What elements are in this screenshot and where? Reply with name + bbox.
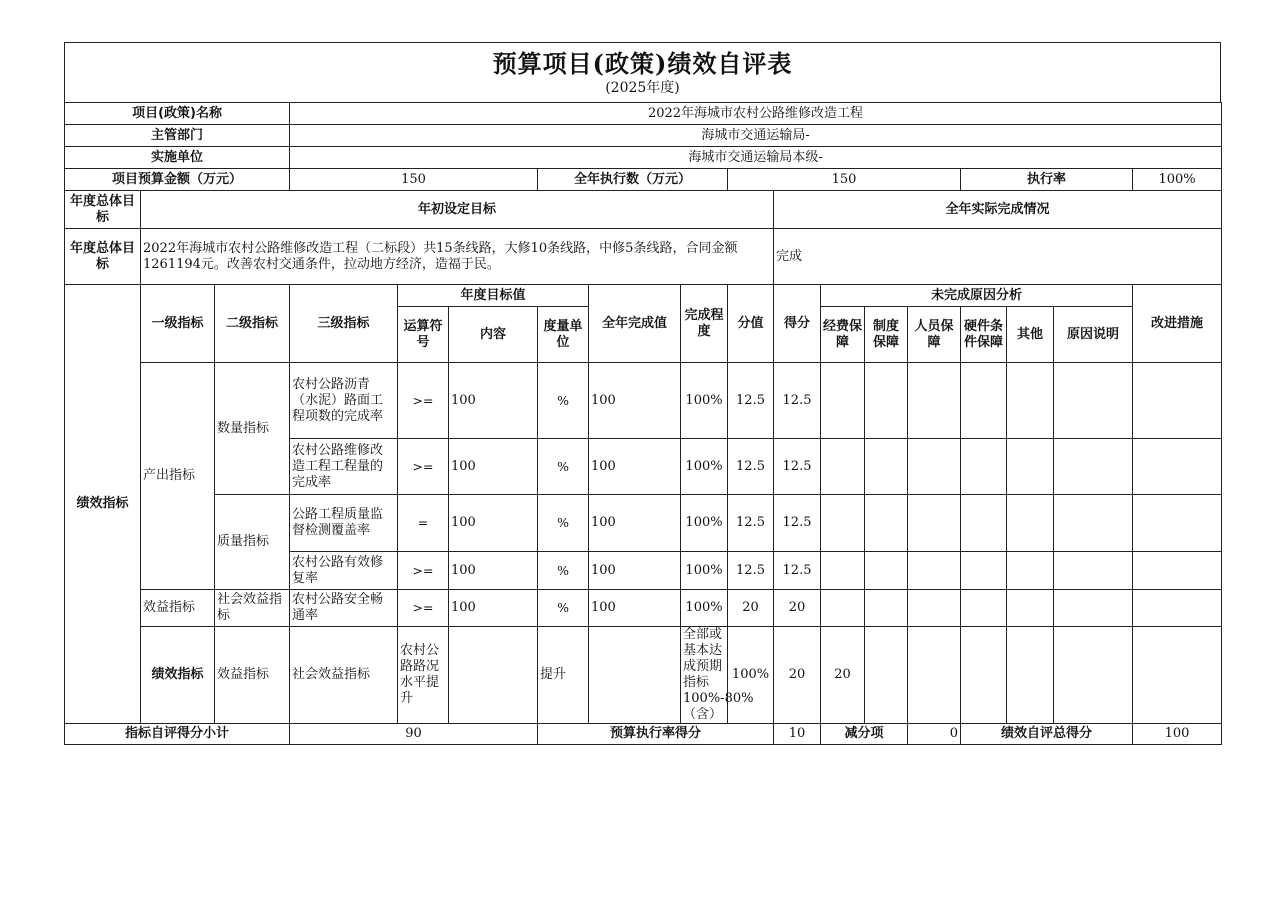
unit-cell: % [538,495,589,552]
done-cell: 100 [589,439,681,495]
actual-goal-label: 全年实际完成情况 [774,191,1222,229]
done-cell: 100 [589,590,681,627]
done-cell: 100 [589,552,681,590]
empty-cell [1054,439,1133,495]
lvl3-cell: 农村公路沥青（水泥）路面工程项数的完成率 [290,363,398,439]
empty-cell [961,495,1007,552]
op-header: 运算符号 [398,307,449,363]
unit-cell: % [538,590,589,627]
pct-cell: 100% [681,363,728,439]
empty-cell [1054,363,1133,439]
empty-cell [1133,590,1222,627]
empty-cell [821,552,865,590]
pct-cell: 100% [681,439,728,495]
rate-value: 100% [1133,169,1222,191]
reason-fund-header: 经费保障 [821,307,865,363]
pct-cell: 100% [681,552,728,590]
budget-label: 项目预算金额（万元） [65,169,290,191]
empty-cell [821,495,865,552]
empty-cell [865,495,908,552]
empty-cell [1054,552,1133,590]
dept-value: 海城市交通运输局- [290,125,1222,147]
project-name-value: 2022年海城市农村公路维修改造工程 [290,103,1222,125]
annual-target-header: 年度目标值 [398,285,589,307]
reason-staff-header: 人员保障 [908,307,961,363]
done-cell: 全部或基本达成预期指标100%-80%（含） [681,627,728,724]
table-row [65,495,1222,552]
actual-goal-text: 完成 [774,229,1222,285]
empty-cell [821,439,865,495]
row-project-name [65,103,1222,125]
empty-cell [1007,627,1054,724]
subtotal-label: 指标自评得分小计 [65,724,290,745]
op-cell: >= [398,552,449,590]
project-name-label: 项目(政策)名称 [65,103,290,125]
op-cell [449,627,538,724]
content-cell: 100 [449,495,538,552]
budget-score-value: 10 [774,724,821,745]
score-cell: 20 [728,590,774,627]
empty-cell [865,439,908,495]
subtotal-value: 90 [290,724,538,745]
empty-cell [961,439,1007,495]
table-row [65,363,1222,439]
reason-system-header: 制度保障 [865,307,908,363]
social-indicator-label: 社会效益指标 [290,627,398,724]
exec-label: 全年执行数（万元） [538,169,728,191]
table-row [65,590,1222,627]
score-header: 分值 [728,285,774,363]
perf-indicator-label: 绩效指标 [65,285,141,724]
social-indicator-label: 社会效益指标 [215,590,290,627]
empty-cell [821,363,865,439]
quality-indicator-label: 质量指标 [215,495,290,590]
empty-cell [1133,495,1222,552]
got-header: 得分 [774,285,821,363]
score-cell: 20 [774,627,821,724]
lvl3-cell: 农村公路路况水平提升 [398,627,449,724]
unit-value: 海城市交通运输局本级- [290,147,1222,169]
output-indicator-label: 产出指标 [141,363,215,590]
empty-cell [908,439,961,495]
lvl3-header: 三级指标 [290,285,398,363]
empty-cell [865,552,908,590]
dept-label: 主管部门 [65,125,290,147]
pct-cell: 100% [728,627,774,724]
empty-cell [961,590,1007,627]
op-cell: >= [398,590,449,627]
unit-header: 度量单位 [538,307,589,363]
evaluation-table [64,102,1222,745]
content-header: 内容 [449,307,538,363]
reason-desc-header: 原因说明 [1054,307,1133,363]
score-cell: 12.5 [728,439,774,495]
empty-cell [865,627,908,724]
pct-cell: 100% [681,590,728,627]
lvl1-header: 一级指标 [141,285,215,363]
op-cell: = [398,495,449,552]
empty-cell [961,627,1007,724]
empty-cell [821,590,865,627]
got-cell: 20 [821,627,865,724]
empty-cell [1007,363,1054,439]
empty-cell [1007,590,1054,627]
empty-cell [1133,363,1222,439]
content-cell: 100 [449,590,538,627]
improve-header: 改进措施 [1133,285,1222,363]
empty-cell [908,627,961,724]
empty-cell [961,363,1007,439]
table-row [65,627,1222,724]
row-dept [65,125,1222,147]
content-cell: 100 [449,439,538,495]
score-cell: 12.5 [728,552,774,590]
completion-header: 完成程度 [681,285,728,363]
unit-cell [589,627,681,724]
got-cell: 12.5 [774,363,821,439]
empty-cell [1133,552,1222,590]
benefit-indicator-label: 效益指标 [141,590,215,627]
total-label: 绩效自评总得分 [961,724,1133,745]
reason-group-header: 未完成原因分析 [821,285,1133,307]
lvl3-cell: 农村公路有效修复率 [290,552,398,590]
got-cell: 20 [774,590,821,627]
page-subtitle: (2025年度) [605,80,680,96]
pct-cell: 100% [681,495,728,552]
deduct-label: 减分项 [821,724,908,745]
benefit-indicator-label: 效益指标 [215,627,290,724]
unit-cell: % [538,439,589,495]
row-unit [65,147,1222,169]
lvl3-cell: 公路工程质量监督检测覆盖率 [290,495,398,552]
unit-cell: % [538,363,589,439]
content-cell: 100 [449,552,538,590]
quantity-indicator-label: 数量指标 [215,363,290,495]
row-indicator-header-1 [65,285,1222,307]
op-cell: >= [398,363,449,439]
rate-label: 执行率 [961,169,1133,191]
empty-cell [865,363,908,439]
empty-cell [908,495,961,552]
unit-cell: % [538,552,589,590]
done-cell: 100 [589,495,681,552]
unit-label: 实施单位 [65,147,290,169]
row-footer [65,724,1222,745]
empty-cell [1007,495,1054,552]
lvl3-cell: 农村公路安全畅通率 [290,590,398,627]
budget-score-label: 预算执行率得分 [538,724,774,745]
score-cell: 12.5 [728,363,774,439]
deduct-value: 0 [908,724,961,745]
empty-cell [908,590,961,627]
empty-cell [1007,552,1054,590]
title-box [64,42,1221,102]
perf-indicator-label-2: 绩效指标 [141,627,215,724]
content-cell: 提升 [538,627,589,724]
row-goals-header [65,191,1222,229]
empty-cell [1007,439,1054,495]
reason-hw-header: 硬件条件保障 [961,307,1007,363]
empty-cell [1054,590,1133,627]
initial-goal-label: 年初设定目标 [141,191,774,229]
got-cell: 12.5 [774,552,821,590]
done-cell: 100 [589,363,681,439]
content-cell: 100 [449,363,538,439]
lvl3-cell: 农村公路维修改造工程工程量的完成率 [290,439,398,495]
empty-cell [1054,495,1133,552]
empty-cell [1133,439,1222,495]
goals-row-label: 年度总体目标 [65,229,141,285]
score-cell: 12.5 [728,495,774,552]
got-cell: 12.5 [774,495,821,552]
initial-goal-text: 2022年海城市农村公路维修改造工程（二标段）共15条线路，大修10条线路，中修5条线路，合同金额1261194元。改善农村交通条件，拉动地方经济，造福于民。 [141,229,774,285]
page-title: 预算项目(政策)绩效自评表 [492,49,793,78]
empty-cell [865,590,908,627]
total-value: 100 [1133,724,1222,745]
row-goals [65,229,1222,285]
empty-cell [1133,627,1222,724]
budget-value: 150 [290,169,538,191]
full-year-header: 全年完成值 [589,285,681,363]
op-cell: >= [398,439,449,495]
goals-header-label: 年度总体目标 [65,191,141,229]
empty-cell [908,552,961,590]
empty-cell [908,363,961,439]
reason-other-header: 其他 [1007,307,1054,363]
row-budget [65,169,1222,191]
lvl2-header: 二级指标 [215,285,290,363]
exec-value: 150 [728,169,961,191]
got-cell: 12.5 [774,439,821,495]
empty-cell [961,552,1007,590]
evaluation-sheet [64,42,1221,745]
empty-cell [1054,627,1133,724]
